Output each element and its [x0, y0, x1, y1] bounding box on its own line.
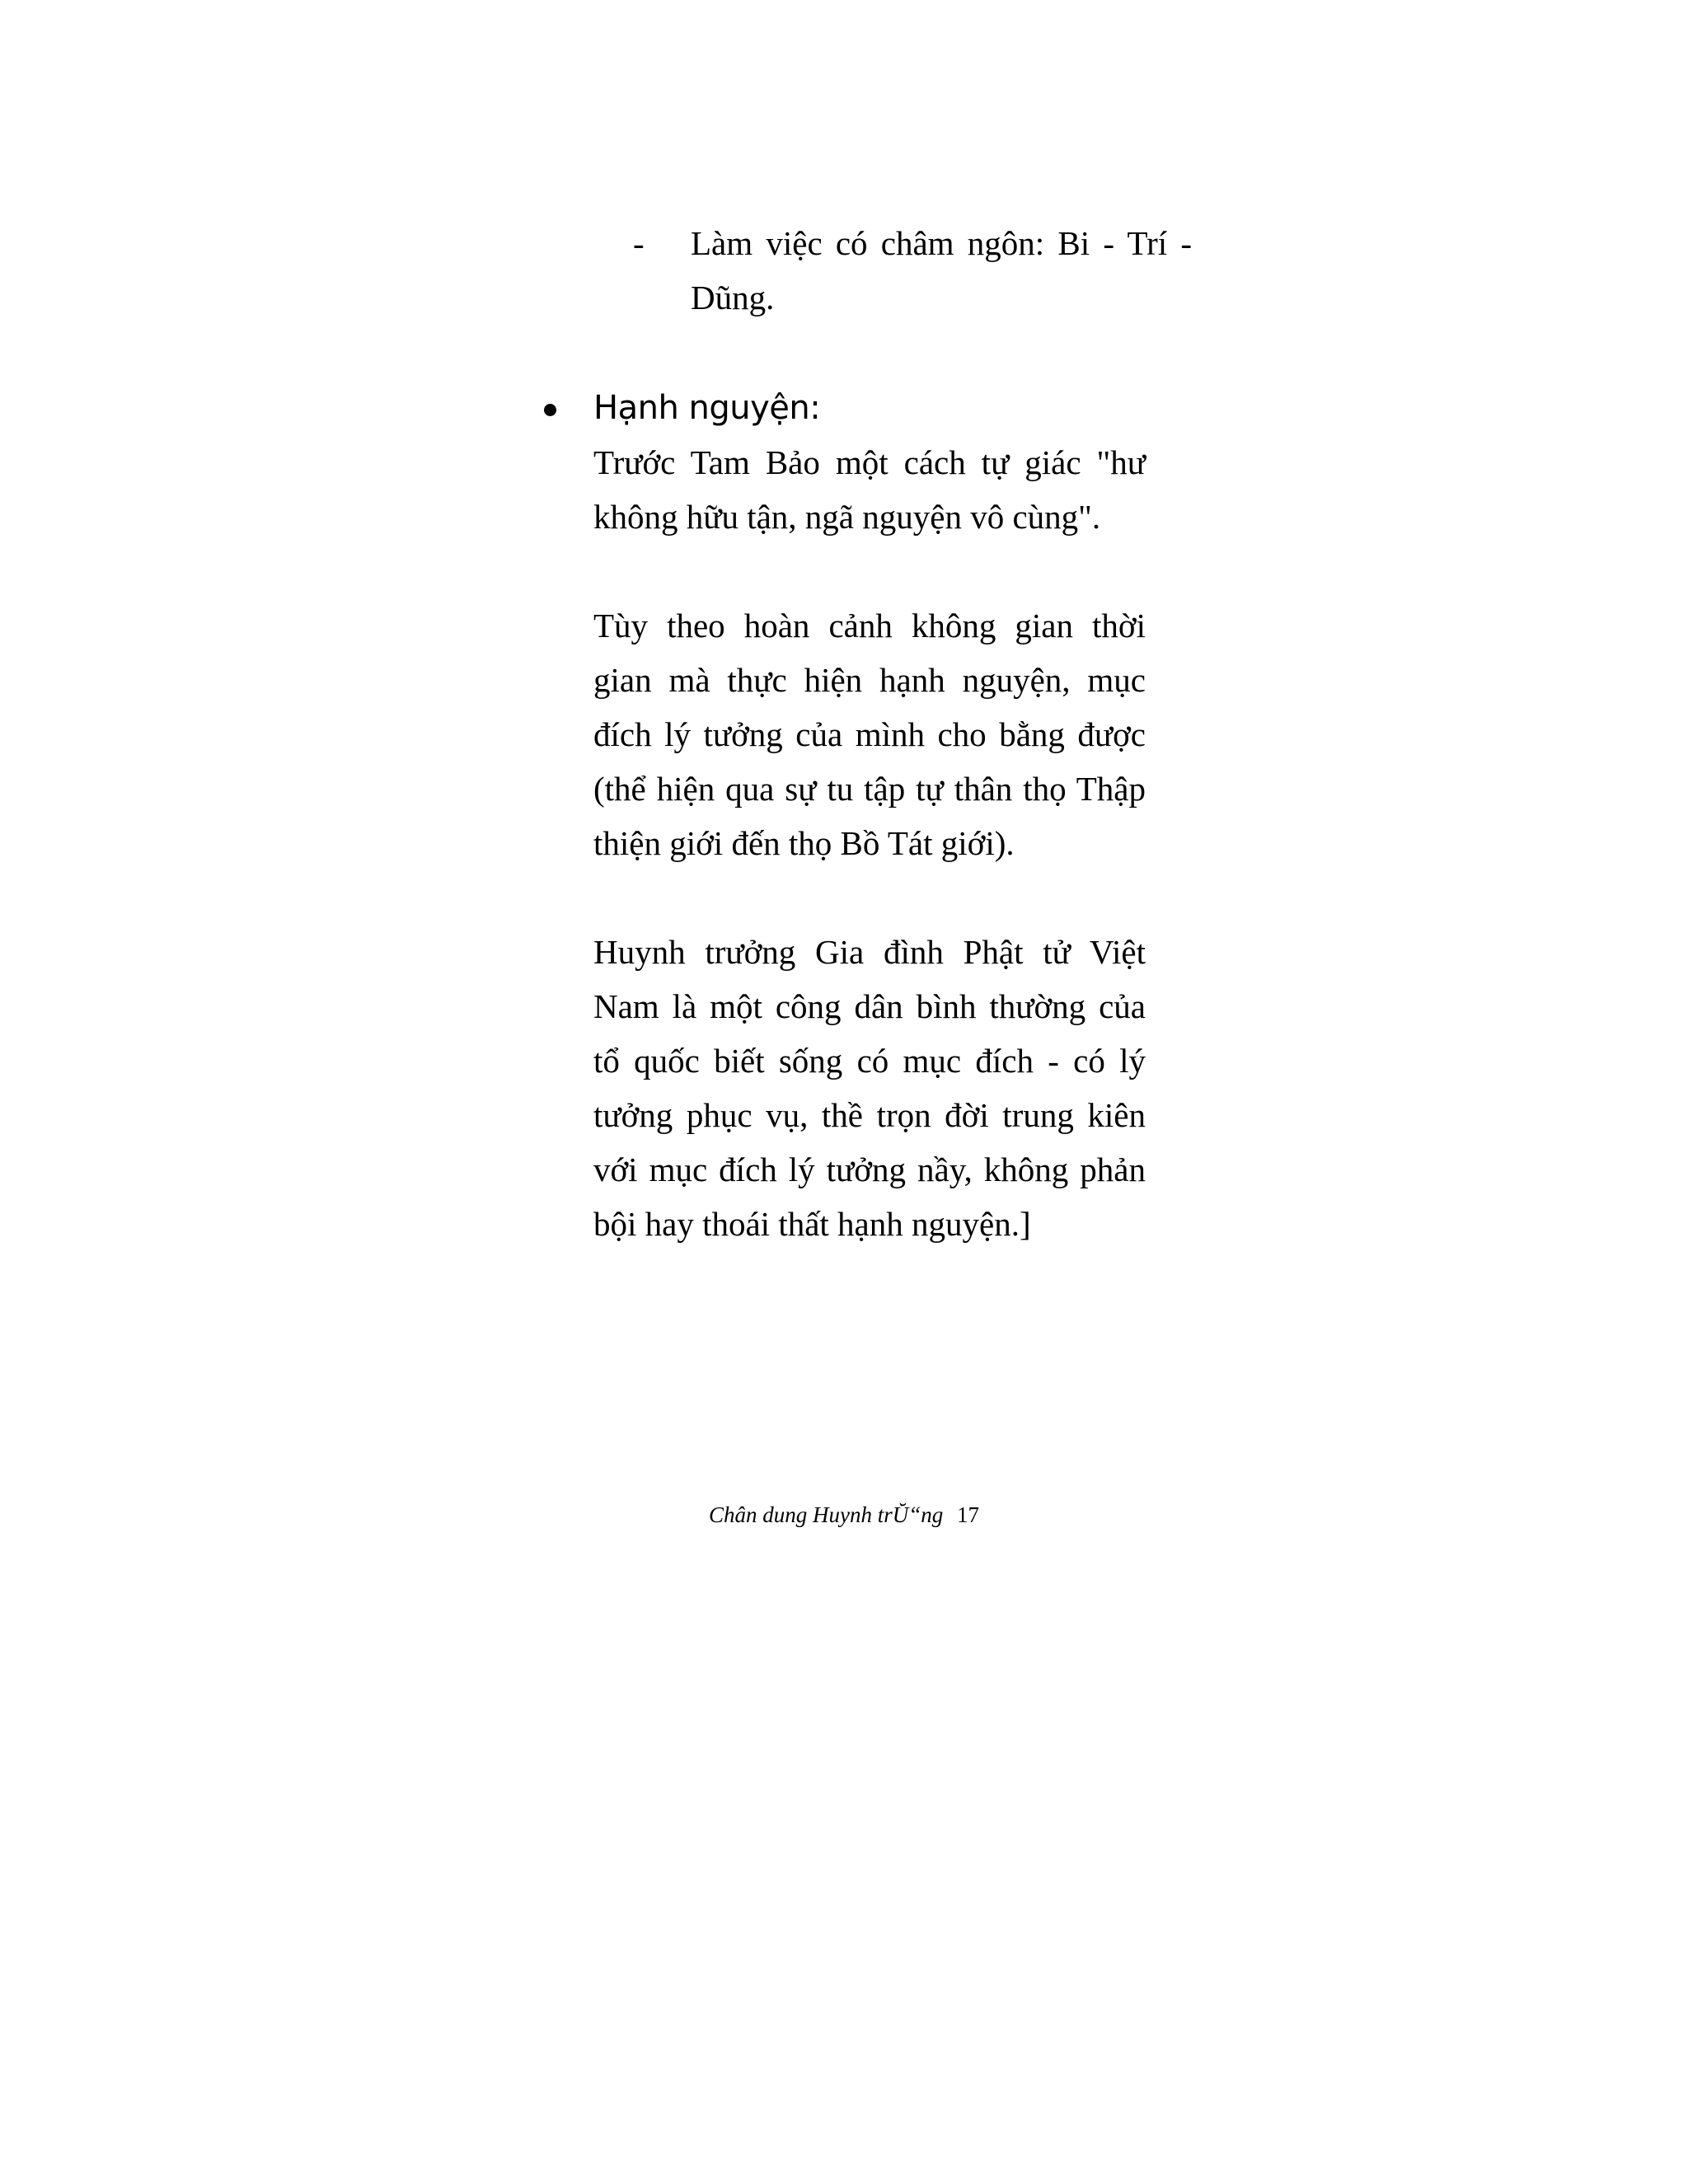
paragraph-3: Huynh trưởng Gia đình Phật tử Việt Nam là một công dân bình thường của tổ quốc biết sống có mục đích - có lý tưởng phục vụ, thề trọn đời trung kiên với mục đích lý tưởng nầy, không phản bội hay thoái thất hạnh nguyện.]	[593, 933, 1146, 1243]
bullet-section	[544, 381, 1195, 1251]
paragraph-1: Trước Tam Bảo một cách tự giác "hư không hữu tận, ngã nguyện vô cùng".	[593, 443, 1146, 536]
dash-list-item	[633, 216, 1192, 325]
bullet-icon	[544, 404, 556, 416]
dash-marker: -	[633, 224, 645, 262]
page-number: 17	[957, 1502, 979, 1527]
footer-title: Chân dung Huynh trŬ“ng	[708, 1502, 944, 1527]
dash-item-text: Làm việc có châm ngôn: Bi - Trí - Dũng.	[691, 224, 1192, 316]
page-footer	[0, 1498, 1688, 1531]
section-heading: Hạnh nguyện:	[593, 389, 821, 427]
paragraph-2: Tùy theo hoàn cảnh không gian thời gian mà thực hiện hạnh nguyện, mục đích lý tưởng của mình cho bằng được (thể hiện qua sự tu tập tự thân thọ Thập thiện giới đến thọ Bồ Tát giới).	[593, 607, 1146, 862]
